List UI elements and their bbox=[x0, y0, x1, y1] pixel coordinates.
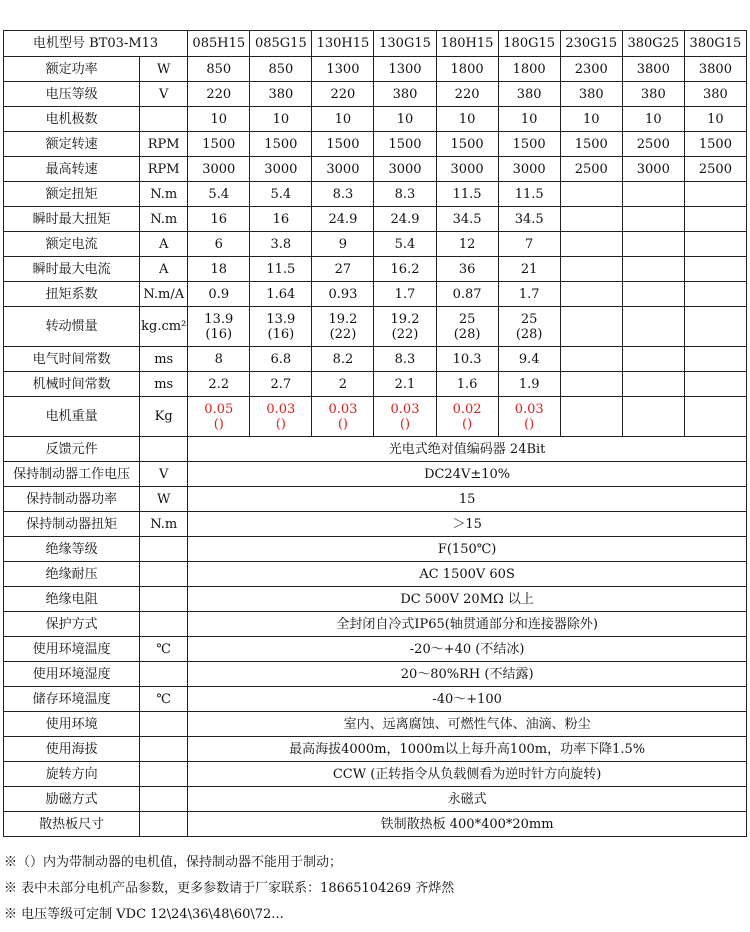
value-cell: 1300 bbox=[312, 57, 374, 82]
value-cell: 16 bbox=[250, 207, 312, 232]
value-cell bbox=[684, 182, 746, 207]
value-cell: 2.1 bbox=[374, 372, 436, 397]
spec-row bbox=[4, 57, 747, 82]
value-cell bbox=[684, 232, 746, 257]
value-cell: 380 bbox=[560, 82, 622, 107]
value-cell bbox=[622, 307, 684, 347]
param-unit bbox=[140, 587, 188, 612]
spec-row bbox=[4, 637, 747, 662]
value-cell bbox=[560, 207, 622, 232]
value-cell: 1500 bbox=[188, 132, 250, 157]
value-cell bbox=[560, 182, 622, 207]
value-cell: 9 bbox=[312, 232, 374, 257]
value-line: () bbox=[275, 416, 286, 432]
value-cell: 5.4 bbox=[250, 182, 312, 207]
spec-row bbox=[4, 132, 747, 157]
value-cell: 7 bbox=[498, 232, 560, 257]
param-name: 绝缘电阻 bbox=[4, 587, 140, 612]
spec-row bbox=[4, 562, 747, 587]
param-unit: V bbox=[140, 82, 188, 107]
value-cell bbox=[622, 182, 684, 207]
value-cell: 10 bbox=[188, 107, 250, 132]
value-cell: 1.7 bbox=[374, 282, 436, 307]
param-unit bbox=[140, 712, 188, 737]
value-line: 0.03 bbox=[514, 401, 544, 417]
param-name: 额定电流 bbox=[4, 232, 140, 257]
value-line: (16) bbox=[267, 326, 295, 342]
value-cell bbox=[622, 207, 684, 232]
value-line: 25 bbox=[458, 311, 476, 327]
value-line: 25 bbox=[520, 311, 538, 327]
param-name: 旋转方向 bbox=[4, 762, 140, 787]
value-cell bbox=[622, 257, 684, 282]
value-cell: 1.9 bbox=[498, 372, 560, 397]
value-cell: 1500 bbox=[560, 132, 622, 157]
spec-row bbox=[4, 372, 747, 397]
param-unit bbox=[140, 662, 188, 687]
param-unit: A bbox=[140, 257, 188, 282]
value-cell: 0.87 bbox=[436, 282, 498, 307]
value-line: 13.9 bbox=[266, 311, 296, 327]
model-380G15: 380G15 bbox=[684, 31, 746, 57]
span-value: 20～80%RH (不结露) bbox=[188, 662, 747, 687]
value-cell bbox=[560, 307, 622, 347]
param-name: 转动惯量 bbox=[4, 307, 140, 347]
value-cell: 24.9 bbox=[374, 207, 436, 232]
param-name: 绝缘耐压 bbox=[4, 562, 140, 587]
footnote-contact: ※ 表中未部分电机产品参数，更多参数请于厂家联系：18665104269 齐烨然 bbox=[4, 881, 455, 896]
param-unit: ℃ bbox=[140, 687, 188, 712]
value-cell: 1500 bbox=[250, 132, 312, 157]
value-cell: 3000 bbox=[622, 157, 684, 182]
param-name: 机械时间常数 bbox=[4, 372, 140, 397]
param-unit: ℃ bbox=[140, 637, 188, 662]
value-cell bbox=[436, 307, 498, 347]
value-cell bbox=[250, 397, 312, 437]
footnotes bbox=[4, 850, 454, 928]
param-unit bbox=[140, 737, 188, 762]
value-cell: 220 bbox=[188, 82, 250, 107]
param-name: 额定功率 bbox=[4, 57, 140, 82]
span-value: 永磁式 bbox=[188, 787, 747, 812]
value-cell bbox=[684, 207, 746, 232]
value-line: 0.03 bbox=[266, 401, 296, 417]
param-unit bbox=[140, 812, 188, 837]
value-cell: 12 bbox=[436, 232, 498, 257]
span-value: F(150℃) bbox=[188, 537, 747, 562]
value-cell: 8 bbox=[188, 347, 250, 372]
param-unit: kg.cm² bbox=[140, 307, 188, 347]
model-label: 电机型号 BT03-M13 bbox=[4, 31, 188, 57]
value-cell: 0.93 bbox=[312, 282, 374, 307]
param-name: 额定扭矩 bbox=[4, 182, 140, 207]
value-cell: 10 bbox=[622, 107, 684, 132]
value-cell: 34.5 bbox=[436, 207, 498, 232]
model-130G15: 130G15 bbox=[374, 31, 436, 57]
param-name: 瞬时最大电流 bbox=[4, 257, 140, 282]
value-line: 19.2 bbox=[390, 311, 420, 327]
value-line: 0.05 bbox=[204, 401, 234, 417]
span-value: 最高海拔4000m，1000m以上每升高100m，功率下降1.5% bbox=[188, 737, 747, 762]
value-cell: 24.9 bbox=[312, 207, 374, 232]
spec-row bbox=[4, 662, 747, 687]
span-value: 光电式绝对值编码器 24Bit bbox=[188, 437, 747, 462]
param-unit bbox=[140, 537, 188, 562]
param-name: 励磁方式 bbox=[4, 787, 140, 812]
spec-row bbox=[4, 462, 747, 487]
param-unit: RPM bbox=[140, 132, 188, 157]
param-name: 使用环境 bbox=[4, 712, 140, 737]
param-name: 保持制动器工作电压 bbox=[4, 462, 140, 487]
value-line: 0.03 bbox=[328, 401, 358, 417]
value-cell: 27 bbox=[312, 257, 374, 282]
value-cell: 380 bbox=[250, 82, 312, 107]
model-130H15: 130H15 bbox=[312, 31, 374, 57]
spec-row bbox=[4, 207, 747, 232]
value-cell: 8.3 bbox=[374, 182, 436, 207]
param-unit bbox=[140, 107, 188, 132]
value-cell: 8.3 bbox=[374, 347, 436, 372]
value-line: () bbox=[524, 416, 535, 432]
param-name: 额定转速 bbox=[4, 132, 140, 157]
value-cell: 11.5 bbox=[498, 182, 560, 207]
value-cell: 6 bbox=[188, 232, 250, 257]
value-cell bbox=[250, 307, 312, 347]
value-cell: 380 bbox=[684, 82, 746, 107]
value-cell bbox=[684, 347, 746, 372]
spec-row bbox=[4, 232, 747, 257]
span-value: ＞15 bbox=[188, 512, 747, 537]
spec-row bbox=[4, 397, 747, 437]
value-cell: 8.2 bbox=[312, 347, 374, 372]
spec-row bbox=[4, 612, 747, 637]
value-cell bbox=[560, 257, 622, 282]
model-180G15: 180G15 bbox=[498, 31, 560, 57]
param-unit: W bbox=[140, 57, 188, 82]
param-name: 储存环境温度 bbox=[4, 687, 140, 712]
model-085G15: 085G15 bbox=[250, 31, 312, 57]
value-cell: 2.2 bbox=[188, 372, 250, 397]
spec-row bbox=[4, 537, 747, 562]
span-value: 铁制散热板 400*400*20mm bbox=[188, 812, 747, 837]
value-cell: 3000 bbox=[250, 157, 312, 182]
value-cell: 3000 bbox=[312, 157, 374, 182]
value-cell bbox=[622, 232, 684, 257]
value-cell bbox=[374, 397, 436, 437]
spec-row bbox=[4, 257, 747, 282]
value-cell: 2500 bbox=[622, 132, 684, 157]
span-value: AC 1500V 60S bbox=[188, 562, 747, 587]
value-cell: 3800 bbox=[622, 57, 684, 82]
value-cell bbox=[498, 397, 560, 437]
value-cell bbox=[188, 397, 250, 437]
spec-row bbox=[4, 437, 747, 462]
value-cell: 16 bbox=[188, 207, 250, 232]
value-line: () bbox=[213, 416, 224, 432]
value-cell: 1500 bbox=[312, 132, 374, 157]
value-cell: 21 bbox=[498, 257, 560, 282]
value-cell bbox=[622, 282, 684, 307]
param-unit bbox=[140, 762, 188, 787]
value-line: 0.03 bbox=[390, 401, 420, 417]
param-name: 电气时间常数 bbox=[4, 347, 140, 372]
param-unit: A bbox=[140, 232, 188, 257]
value-cell bbox=[560, 347, 622, 372]
value-line: 0.02 bbox=[452, 401, 482, 417]
value-cell: 1800 bbox=[498, 57, 560, 82]
span-value: DC 500V 20MΩ 以上 bbox=[188, 587, 747, 612]
param-unit: Kg bbox=[140, 397, 188, 437]
span-value: -20～+40 (不结冰) bbox=[188, 637, 747, 662]
param-name: 最高转速 bbox=[4, 157, 140, 182]
param-name: 保护方式 bbox=[4, 612, 140, 637]
spec-row bbox=[4, 737, 747, 762]
spec-row bbox=[4, 787, 747, 812]
param-unit: N.m bbox=[140, 207, 188, 232]
param-unit bbox=[140, 562, 188, 587]
value-line: () bbox=[462, 416, 473, 432]
value-line: (22) bbox=[329, 326, 357, 342]
param-name: 电机极数 bbox=[4, 107, 140, 132]
param-unit: ms bbox=[140, 347, 188, 372]
value-cell: 1500 bbox=[684, 132, 746, 157]
value-cell bbox=[312, 397, 374, 437]
value-cell: 5.4 bbox=[374, 232, 436, 257]
spec-row bbox=[4, 282, 747, 307]
param-unit bbox=[140, 787, 188, 812]
spec-row bbox=[4, 157, 747, 182]
spec-row bbox=[4, 82, 747, 107]
param-unit bbox=[140, 437, 188, 462]
param-name: 瞬时最大扭矩 bbox=[4, 207, 140, 232]
value-line: () bbox=[337, 416, 348, 432]
value-cell bbox=[684, 372, 746, 397]
value-cell bbox=[684, 397, 746, 437]
value-cell: 220 bbox=[436, 82, 498, 107]
value-cell: 220 bbox=[312, 82, 374, 107]
value-cell bbox=[560, 372, 622, 397]
spec-row bbox=[4, 812, 747, 837]
value-cell: 11.5 bbox=[250, 257, 312, 282]
value-cell: 10 bbox=[436, 107, 498, 132]
value-cell bbox=[622, 372, 684, 397]
value-cell: 380 bbox=[374, 82, 436, 107]
value-cell: 10 bbox=[498, 107, 560, 132]
spec-row bbox=[4, 182, 747, 207]
param-name: 反馈元件 bbox=[4, 437, 140, 462]
value-cell: 10 bbox=[374, 107, 436, 132]
value-cell bbox=[622, 397, 684, 437]
param-unit: ms bbox=[140, 372, 188, 397]
footnote-voltage: ※ 电压等级可定制 VDC 12\24\36\48\60\72... bbox=[4, 907, 284, 922]
value-cell bbox=[436, 397, 498, 437]
value-cell: 3000 bbox=[374, 157, 436, 182]
value-cell: 1500 bbox=[436, 132, 498, 157]
span-value: CCW (正转指令从负载侧看为逆时针方向旋转) bbox=[188, 762, 747, 787]
value-cell: 10 bbox=[560, 107, 622, 132]
value-cell: 3800 bbox=[684, 57, 746, 82]
param-unit bbox=[140, 612, 188, 637]
value-cell: 10 bbox=[250, 107, 312, 132]
spec-row bbox=[4, 587, 747, 612]
value-cell: 10.3 bbox=[436, 347, 498, 372]
value-cell: 380 bbox=[622, 82, 684, 107]
value-line: (22) bbox=[391, 326, 419, 342]
value-cell: 5.4 bbox=[188, 182, 250, 207]
value-cell: 11.5 bbox=[436, 182, 498, 207]
value-cell bbox=[312, 307, 374, 347]
value-cell: 10 bbox=[312, 107, 374, 132]
spec-row bbox=[4, 487, 747, 512]
param-name: 电机重量 bbox=[4, 397, 140, 437]
param-unit: N.m bbox=[140, 512, 188, 537]
value-cell bbox=[684, 307, 746, 347]
value-cell bbox=[374, 307, 436, 347]
value-cell: 3000 bbox=[436, 157, 498, 182]
value-cell: 0.9 bbox=[188, 282, 250, 307]
value-cell: 1800 bbox=[436, 57, 498, 82]
value-cell: 380 bbox=[498, 82, 560, 107]
value-cell: 34.5 bbox=[498, 207, 560, 232]
value-cell: 1.64 bbox=[250, 282, 312, 307]
spec-table bbox=[3, 30, 747, 837]
spec-row bbox=[4, 307, 747, 347]
param-name: 使用环境温度 bbox=[4, 637, 140, 662]
spec-sheet bbox=[3, 30, 747, 837]
spec-row bbox=[4, 687, 747, 712]
footnote-brake: ※（）内为带制动器的电机值，保持制动器不能用于制动； bbox=[4, 855, 343, 870]
value-line: (28) bbox=[515, 326, 543, 342]
value-cell: 2.7 bbox=[250, 372, 312, 397]
value-cell: 2 bbox=[312, 372, 374, 397]
value-cell bbox=[684, 257, 746, 282]
value-cell: 1.6 bbox=[436, 372, 498, 397]
param-name: 扭矩系数 bbox=[4, 282, 140, 307]
value-line: (16) bbox=[205, 326, 233, 342]
value-cell: 1500 bbox=[498, 132, 560, 157]
value-cell: 850 bbox=[188, 57, 250, 82]
value-cell: 2300 bbox=[560, 57, 622, 82]
param-unit: N.m bbox=[140, 182, 188, 207]
value-cell: 18 bbox=[188, 257, 250, 282]
param-unit: W bbox=[140, 487, 188, 512]
value-cell: 6.8 bbox=[250, 347, 312, 372]
spec-row bbox=[4, 347, 747, 372]
value-cell bbox=[560, 397, 622, 437]
param-unit: RPM bbox=[140, 157, 188, 182]
spec-row bbox=[4, 762, 747, 787]
model-180H15: 180H15 bbox=[436, 31, 498, 57]
param-name: 散热板尺寸 bbox=[4, 812, 140, 837]
value-cell bbox=[188, 307, 250, 347]
span-value: -40～+100 bbox=[188, 687, 747, 712]
spec-row bbox=[4, 712, 747, 737]
value-cell bbox=[498, 307, 560, 347]
value-line: 13.9 bbox=[204, 311, 234, 327]
param-name: 使用海拔 bbox=[4, 737, 140, 762]
model-085H15: 085H15 bbox=[188, 31, 250, 57]
value-cell: 16.2 bbox=[374, 257, 436, 282]
value-cell: 10 bbox=[684, 107, 746, 132]
value-line: 19.2 bbox=[328, 311, 358, 327]
param-name: 使用环境湿度 bbox=[4, 662, 140, 687]
value-cell: 36 bbox=[436, 257, 498, 282]
value-cell: 8.3 bbox=[312, 182, 374, 207]
span-value: 15 bbox=[188, 487, 747, 512]
value-cell bbox=[560, 282, 622, 307]
value-cell: 3.8 bbox=[250, 232, 312, 257]
value-cell: 1500 bbox=[374, 132, 436, 157]
value-line: () bbox=[399, 416, 411, 432]
value-cell: 3000 bbox=[498, 157, 560, 182]
value-cell: 9.4 bbox=[498, 347, 560, 372]
model-380G25: 380G25 bbox=[622, 31, 684, 57]
spec-row bbox=[4, 107, 747, 132]
value-cell: 850 bbox=[250, 57, 312, 82]
param-name: 保持制动器功率 bbox=[4, 487, 140, 512]
value-cell bbox=[560, 232, 622, 257]
value-cell: 2500 bbox=[560, 157, 622, 182]
value-cell: 3000 bbox=[188, 157, 250, 182]
param-name: 电压等级 bbox=[4, 82, 140, 107]
spec-row bbox=[4, 512, 747, 537]
value-cell: 2500 bbox=[684, 157, 746, 182]
value-cell: 1.7 bbox=[498, 282, 560, 307]
model-230G15: 230G15 bbox=[560, 31, 622, 57]
param-name: 保持制动器扭矩 bbox=[4, 512, 140, 537]
value-line: (28) bbox=[453, 326, 481, 342]
span-value: 室内、远离腐蚀、可燃性气体、油滴、粉尘 bbox=[188, 712, 747, 737]
param-unit: N.m/A bbox=[140, 282, 188, 307]
value-cell bbox=[684, 282, 746, 307]
param-name: 绝缘等级 bbox=[4, 537, 140, 562]
span-value: 全封闭自冷式IP65(轴贯通部分和连接器除外) bbox=[188, 612, 747, 637]
span-value: DC24V±10% bbox=[188, 462, 747, 487]
header-row bbox=[4, 31, 747, 57]
param-unit: V bbox=[140, 462, 188, 487]
value-cell bbox=[622, 347, 684, 372]
value-cell: 1300 bbox=[374, 57, 436, 82]
